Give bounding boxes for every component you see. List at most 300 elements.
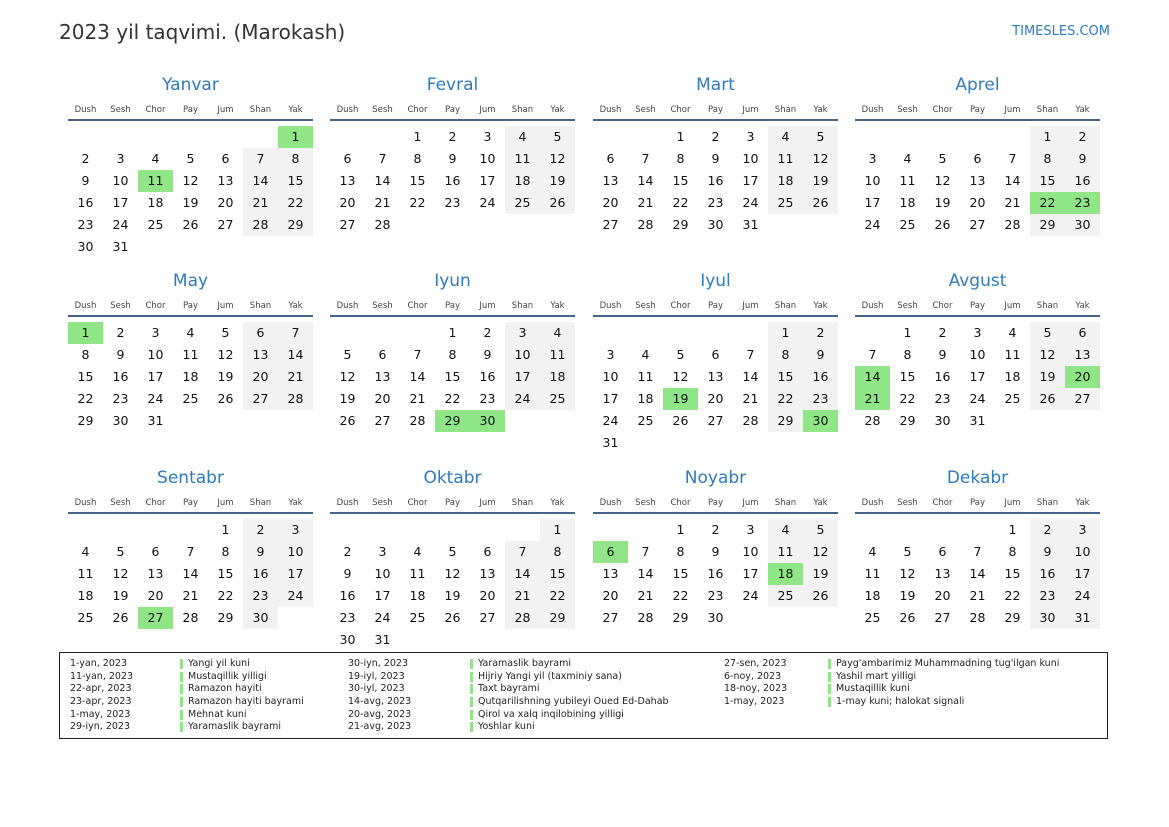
- calendar-day: 29: [672, 217, 689, 232]
- calendar-day: 1: [1008, 522, 1017, 537]
- weekday-label: Shan: [511, 301, 534, 311]
- calendar-day: 27: [339, 217, 356, 232]
- weekday-label: Jum: [1004, 301, 1021, 311]
- calendar-day: 27: [217, 217, 234, 232]
- calendar-day: 10: [1065, 541, 1100, 563]
- weekday-label: Chor: [145, 301, 166, 311]
- calendar-day: 5: [938, 151, 947, 166]
- calendar-day: 25: [147, 217, 164, 232]
- calendar-day: 12: [803, 148, 838, 170]
- weekday-label: Dush: [336, 301, 359, 311]
- calendar-day: 2: [938, 325, 947, 340]
- calendar-day: 25: [505, 192, 540, 214]
- calendar-day: 7: [868, 347, 877, 362]
- calendar-day: 29: [672, 610, 689, 625]
- calendar-day: 20: [602, 195, 619, 210]
- calendar-day: 5: [676, 347, 685, 362]
- calendar-day: 21: [505, 585, 540, 607]
- calendar-day: 2: [343, 544, 352, 559]
- calendar-day: 30: [1030, 607, 1065, 629]
- holiday-marker: [180, 659, 183, 669]
- calendar-day: 6: [221, 151, 230, 166]
- calendar-day: 17: [602, 391, 619, 406]
- calendar-day: 11: [409, 566, 426, 581]
- calendar-day: 5: [903, 544, 912, 559]
- weekday-label: Dush: [599, 105, 622, 115]
- legend-date: 14-avg, 2023: [348, 696, 412, 708]
- calendar-day: 7: [505, 541, 540, 563]
- calendar-day: 22: [409, 195, 426, 210]
- month-name: Yanvar: [162, 75, 219, 95]
- calendar-day: 21: [1004, 195, 1021, 210]
- calendar-day: 18: [540, 366, 575, 388]
- legend-holiday-name: Qutqarilishning yubileyi Oued Ed-Dahab: [478, 696, 669, 708]
- legend-holiday-name: Mehnat kuni: [188, 708, 247, 720]
- weekday-label: Sesh: [110, 105, 131, 115]
- holiday-marker: [180, 710, 183, 720]
- calendar-day: 8: [413, 151, 422, 166]
- calendar-day: 19: [899, 588, 916, 603]
- legend-date: 6-noy, 2023: [724, 670, 782, 682]
- calendar-day: 25: [864, 610, 881, 625]
- calendar-day: 19: [803, 170, 838, 192]
- calendar-day: 25: [77, 610, 94, 625]
- calendar-day: 2: [483, 325, 492, 340]
- header-divider: [855, 119, 1100, 121]
- calendar-day: 12: [899, 566, 916, 581]
- legend-holiday-name: 1-may kuni; halokat signali: [836, 696, 965, 708]
- calendar-day: 28: [637, 610, 654, 625]
- calendar-day: 31: [1065, 607, 1100, 629]
- legend-date: 29-iyn, 2023: [70, 721, 131, 733]
- calendar-day: 19: [934, 195, 951, 210]
- calendar-day: 31: [602, 435, 619, 450]
- legend-date: 1-may, 2023: [724, 696, 785, 708]
- holiday-marker: [470, 659, 473, 669]
- calendar-day: 14: [637, 173, 654, 188]
- calendar-day: 25: [540, 388, 575, 410]
- legend-holiday-name: Mustaqillik yilligi: [188, 670, 267, 682]
- calendar-day: 9: [1030, 541, 1065, 563]
- weekday-label: Sesh: [372, 301, 393, 311]
- calendar-day: 18: [1004, 369, 1021, 384]
- calendar-day: 27: [934, 610, 951, 625]
- calendar-day: 4: [903, 151, 912, 166]
- legend-date: 30-iyl, 2023: [348, 683, 405, 695]
- calendar-day: 6: [1065, 322, 1100, 344]
- calendar-day: 25: [768, 192, 803, 214]
- calendar-day: 1: [1030, 126, 1065, 148]
- weekday-label: Yak: [288, 105, 303, 115]
- calendar-day: 8: [1030, 148, 1065, 170]
- holiday-marker: [470, 710, 473, 720]
- weekday-label: Sesh: [897, 498, 918, 508]
- calendar-day: 16: [1030, 563, 1065, 585]
- weekday-label: Yak: [813, 498, 828, 508]
- calendar-day: 19: [182, 195, 199, 210]
- legend-date: 30-iyn, 2023: [348, 658, 409, 669]
- header-divider: [855, 315, 1100, 317]
- calendar-day: 3: [868, 151, 877, 166]
- holiday-day: 29: [435, 410, 470, 432]
- calendar-day: 8: [81, 347, 90, 362]
- calendar-day: 30: [1065, 214, 1100, 236]
- holiday-legend: [59, 652, 1108, 739]
- calendar-day: 1: [221, 522, 230, 537]
- weekday-label: Pay: [445, 301, 460, 311]
- calendar-day: 18: [899, 195, 916, 210]
- month-name: Noyabr: [684, 468, 747, 488]
- calendar-day: 26: [217, 391, 234, 406]
- legend-holiday-name: Qirol va xalq inqilobining yilligi: [478, 708, 624, 720]
- calendar-day: 9: [711, 544, 720, 559]
- calendar-day: 15: [1004, 566, 1021, 581]
- calendar-day: 27: [243, 388, 278, 410]
- calendar-day: 28: [742, 413, 759, 428]
- calendar-day: 27: [602, 610, 619, 625]
- legend-holiday-name: Hijriy Yangi yil (taxminiy sana): [478, 670, 622, 682]
- month-name: Avgust: [948, 271, 1007, 291]
- calendar-day: 20: [147, 588, 164, 603]
- calendar-day: 27: [707, 413, 724, 428]
- calendar-day: 12: [112, 566, 129, 581]
- weekday-label: Sesh: [372, 105, 393, 115]
- calendar-day: 20: [374, 391, 391, 406]
- month-name: Dekabr: [946, 468, 1009, 488]
- calendar-day: 20: [602, 588, 619, 603]
- calendar-day: 10: [112, 173, 129, 188]
- calendar-day: 29: [278, 214, 313, 236]
- calendar-day: 17: [742, 173, 759, 188]
- weekday-label: Pay: [970, 105, 985, 115]
- weekday-label: Shan: [511, 105, 534, 115]
- brand-link[interactable]: TIMESLES.COM: [1012, 24, 1110, 39]
- calendar-day: 12: [182, 173, 199, 188]
- calendar-day: 23: [77, 217, 94, 232]
- weekday-label: Sesh: [635, 498, 656, 508]
- weekday-label: Pay: [445, 498, 460, 508]
- calendar-day: 12: [540, 148, 575, 170]
- calendar-day: 5: [1030, 322, 1065, 344]
- calendar-day: 8: [676, 151, 685, 166]
- calendar-day: 10: [147, 347, 164, 362]
- calendar-day: 17: [479, 173, 496, 188]
- calendar-day: 11: [182, 347, 199, 362]
- header-divider: [68, 119, 313, 121]
- calendar-day: 9: [1065, 148, 1100, 170]
- calendar-day: 26: [112, 610, 129, 625]
- calendar-day: 28: [243, 214, 278, 236]
- calendar-day: 21: [637, 588, 654, 603]
- weekday-label: Dush: [74, 498, 97, 508]
- calendar-day: 2: [1030, 519, 1065, 541]
- calendar-day: 6: [483, 544, 492, 559]
- calendar-day: 5: [343, 347, 352, 362]
- month-name: Iyun: [434, 271, 471, 291]
- calendar-day: 30: [243, 607, 278, 629]
- calendar-day: 23: [479, 391, 496, 406]
- calendar-day: 26: [540, 192, 575, 214]
- calendar-day: 26: [182, 217, 199, 232]
- calendar-day: 24: [602, 413, 619, 428]
- header-divider: [593, 512, 838, 514]
- calendar-day: 9: [116, 347, 125, 362]
- weekday-label: Jum: [479, 105, 496, 115]
- calendar-day: 7: [1008, 151, 1017, 166]
- calendar-day: 29: [768, 410, 803, 432]
- weekday-label: Dush: [861, 498, 884, 508]
- calendar-day: 3: [278, 519, 313, 541]
- weekday-label: Pay: [183, 105, 198, 115]
- calendar-day: 4: [641, 347, 650, 362]
- month-name: May: [172, 271, 209, 291]
- calendar-day: 23: [1030, 585, 1065, 607]
- legend-holiday-name: Taxt bayrami: [478, 683, 540, 695]
- calendar-day: 20: [934, 588, 951, 603]
- calendar-day: 15: [77, 369, 94, 384]
- calendar-day: 22: [444, 391, 461, 406]
- calendar-day: 15: [672, 173, 689, 188]
- calendar-day: 9: [243, 541, 278, 563]
- calendar-day: 1: [768, 322, 803, 344]
- calendar-day: 14: [505, 563, 540, 585]
- calendar-day: 10: [479, 151, 496, 166]
- calendar-day: 6: [711, 347, 720, 362]
- holiday-marker: [470, 722, 473, 732]
- calendar-day: 4: [1008, 325, 1017, 340]
- month-name: Aprel: [955, 75, 1000, 95]
- calendar-day: 29: [1030, 214, 1065, 236]
- weekday-label: Yak: [1075, 498, 1090, 508]
- calendar-day: 19: [444, 588, 461, 603]
- calendar-day: 4: [868, 544, 877, 559]
- calendar-day: 3: [746, 522, 755, 537]
- weekday-label: Jum: [742, 105, 759, 115]
- weekday-label: Pay: [970, 301, 985, 311]
- weekday-label: Chor: [407, 498, 428, 508]
- calendar-day: 24: [374, 610, 391, 625]
- calendar-day: 11: [768, 541, 803, 563]
- calendar-day: 3: [483, 129, 492, 144]
- calendar-day: 5: [540, 126, 575, 148]
- calendar-day: 29: [217, 610, 234, 625]
- weekday-label: Pay: [708, 301, 723, 311]
- calendar-day: 18: [147, 195, 164, 210]
- calendar-day: 30: [77, 239, 94, 254]
- calendar-day: 25: [1004, 391, 1021, 406]
- calendar-day: 8: [221, 544, 230, 559]
- calendar-day: 3: [746, 129, 755, 144]
- calendar-day: 2: [711, 522, 720, 537]
- calendar-day: 16: [444, 173, 461, 188]
- calendar-day: 24: [969, 391, 986, 406]
- holiday-marker: [828, 672, 831, 682]
- calendar-day: 31: [112, 239, 129, 254]
- weekday-label: Yak: [550, 301, 565, 311]
- calendar-day: 16: [803, 366, 838, 388]
- calendar-day: 29: [1004, 610, 1021, 625]
- legend-holiday-name: Yaramaslik bayrami: [478, 658, 571, 669]
- month-name: Mart: [696, 75, 735, 95]
- calendar-day: 14: [1004, 173, 1021, 188]
- calendar-day: 2: [448, 129, 457, 144]
- weekday-label: Yak: [813, 105, 828, 115]
- calendar-day: 3: [973, 325, 982, 340]
- calendar-day: 18: [505, 170, 540, 192]
- calendar-day: 3: [116, 151, 125, 166]
- calendar-day: 26: [803, 585, 838, 607]
- weekday-label: Dush: [74, 105, 97, 115]
- calendar-day: 6: [973, 151, 982, 166]
- weekday-label: Jum: [1004, 498, 1021, 508]
- calendar-day: 23: [934, 391, 951, 406]
- calendar-day: 15: [217, 566, 234, 581]
- calendar-day: 6: [606, 151, 615, 166]
- calendar-day: 15: [444, 369, 461, 384]
- calendar-day: 20: [707, 391, 724, 406]
- weekday-label: Chor: [407, 105, 428, 115]
- calendar-day: 3: [378, 544, 387, 559]
- calendar-day: 5: [803, 519, 838, 541]
- legend-date: 1-may, 2023: [70, 708, 131, 720]
- calendar-day: 14: [182, 566, 199, 581]
- calendar-day: 9: [711, 151, 720, 166]
- calendar-day: 7: [243, 148, 278, 170]
- calendar-day: 20: [479, 588, 496, 603]
- calendar-day: 10: [602, 369, 619, 384]
- header-divider: [330, 512, 575, 514]
- calendar-day: 14: [374, 173, 391, 188]
- calendar-day: 29: [540, 607, 575, 629]
- calendar-day: 24: [1065, 585, 1100, 607]
- calendar-day: 22: [217, 588, 234, 603]
- holiday-marker: [828, 684, 831, 694]
- calendar-day: 22: [672, 195, 689, 210]
- weekday-label: Dush: [861, 301, 884, 311]
- calendar-day: 22: [672, 588, 689, 603]
- calendar-day: 13: [707, 369, 724, 384]
- calendar-day: 16: [707, 566, 724, 581]
- calendar-day: 31: [969, 413, 986, 428]
- legend-date: 19-iyl, 2023: [348, 670, 405, 682]
- weekday-label: Yak: [288, 301, 303, 311]
- calendar-day: 11: [505, 148, 540, 170]
- month-name: Oktabr: [423, 468, 482, 488]
- calendar-day: 21: [409, 391, 426, 406]
- calendar-day: 4: [768, 126, 803, 148]
- calendar-day: 1: [540, 519, 575, 541]
- calendar-day: 21: [969, 588, 986, 603]
- calendar-day: 2: [243, 519, 278, 541]
- calendar-day: 21: [182, 588, 199, 603]
- calendar-day: 3: [1065, 519, 1100, 541]
- calendar-day: 7: [186, 544, 195, 559]
- calendar-day: 26: [339, 413, 356, 428]
- holiday-marker: [828, 659, 831, 669]
- holiday-marker: [470, 684, 473, 694]
- calendar-day: 12: [934, 173, 951, 188]
- weekday-label: Dush: [336, 498, 359, 508]
- header-divider: [68, 315, 313, 317]
- calendar-day: 7: [746, 347, 755, 362]
- weekday-label: Jum: [742, 301, 759, 311]
- calendar-day: 28: [969, 610, 986, 625]
- calendar-day: 2: [711, 129, 720, 144]
- weekday-label: Yak: [1075, 105, 1090, 115]
- calendar-day: 20: [339, 195, 356, 210]
- calendar-day: 19: [339, 391, 356, 406]
- calendar-day: 19: [803, 563, 838, 585]
- calendar-day: 8: [903, 347, 912, 362]
- month-name: Iyul: [700, 271, 731, 291]
- weekday-label: Jum: [742, 498, 759, 508]
- calendar-day: 24: [742, 195, 759, 210]
- calendar-day: 7: [641, 151, 650, 166]
- weekday-label: Yak: [1075, 301, 1090, 311]
- calendar-day: 6: [151, 544, 160, 559]
- legend-date: 22-apr, 2023: [70, 683, 132, 695]
- calendar-day: 12: [803, 541, 838, 563]
- legend-holiday-name: Yoshlar kuni: [478, 721, 535, 733]
- calendar-day: 10: [742, 151, 759, 166]
- calendar-day: 11: [77, 566, 94, 581]
- legend-holiday-name: Yangi yil kuni: [188, 658, 250, 669]
- calendar-day: 17: [278, 563, 313, 585]
- weekday-label: Shan: [1036, 498, 1059, 508]
- weekday-label: Yak: [288, 498, 303, 508]
- calendar-day: 16: [112, 369, 129, 384]
- calendar-day: 13: [602, 173, 619, 188]
- calendar-day: 7: [973, 544, 982, 559]
- holiday-day: 23: [1065, 192, 1100, 214]
- calendar-day: 3: [151, 325, 160, 340]
- calendar-day: 17: [147, 369, 164, 384]
- calendar-day: 9: [483, 347, 492, 362]
- legend-date: 20-avg, 2023: [348, 708, 412, 720]
- calendar-day: 26: [899, 610, 916, 625]
- calendar-day: 11: [540, 344, 575, 366]
- holiday-day: 22: [1030, 192, 1065, 214]
- calendar-day: 23: [803, 388, 838, 410]
- calendar-day: 22: [768, 388, 803, 410]
- weekday-label: Sesh: [635, 301, 656, 311]
- calendar-day: 26: [803, 192, 838, 214]
- calendar-day: 2: [1065, 126, 1100, 148]
- weekday-label: Pay: [708, 105, 723, 115]
- calendar-day: 30: [707, 217, 724, 232]
- calendar-day: 8: [278, 148, 313, 170]
- calendar-day: 1: [448, 325, 457, 340]
- weekday-label: Pay: [183, 301, 198, 311]
- calendar-day: 8: [676, 544, 685, 559]
- calendar-day: 18: [637, 391, 654, 406]
- calendar-day: 18: [182, 369, 199, 384]
- calendar-day: 1: [903, 325, 912, 340]
- calendar-day: 15: [768, 366, 803, 388]
- calendar-day: 9: [938, 347, 947, 362]
- calendar-day: 6: [378, 347, 387, 362]
- weekday-label: Shan: [249, 301, 272, 311]
- calendar-day: 12: [217, 347, 234, 362]
- calendar-day: 2: [81, 151, 90, 166]
- calendar-day: 27: [602, 217, 619, 232]
- calendar-day: 15: [1030, 170, 1065, 192]
- calendar-day: 1: [676, 129, 685, 144]
- calendar-day: 23: [112, 391, 129, 406]
- calendar-day: 25: [409, 610, 426, 625]
- weekday-label: Sesh: [110, 301, 131, 311]
- calendar-day: 12: [1030, 344, 1065, 366]
